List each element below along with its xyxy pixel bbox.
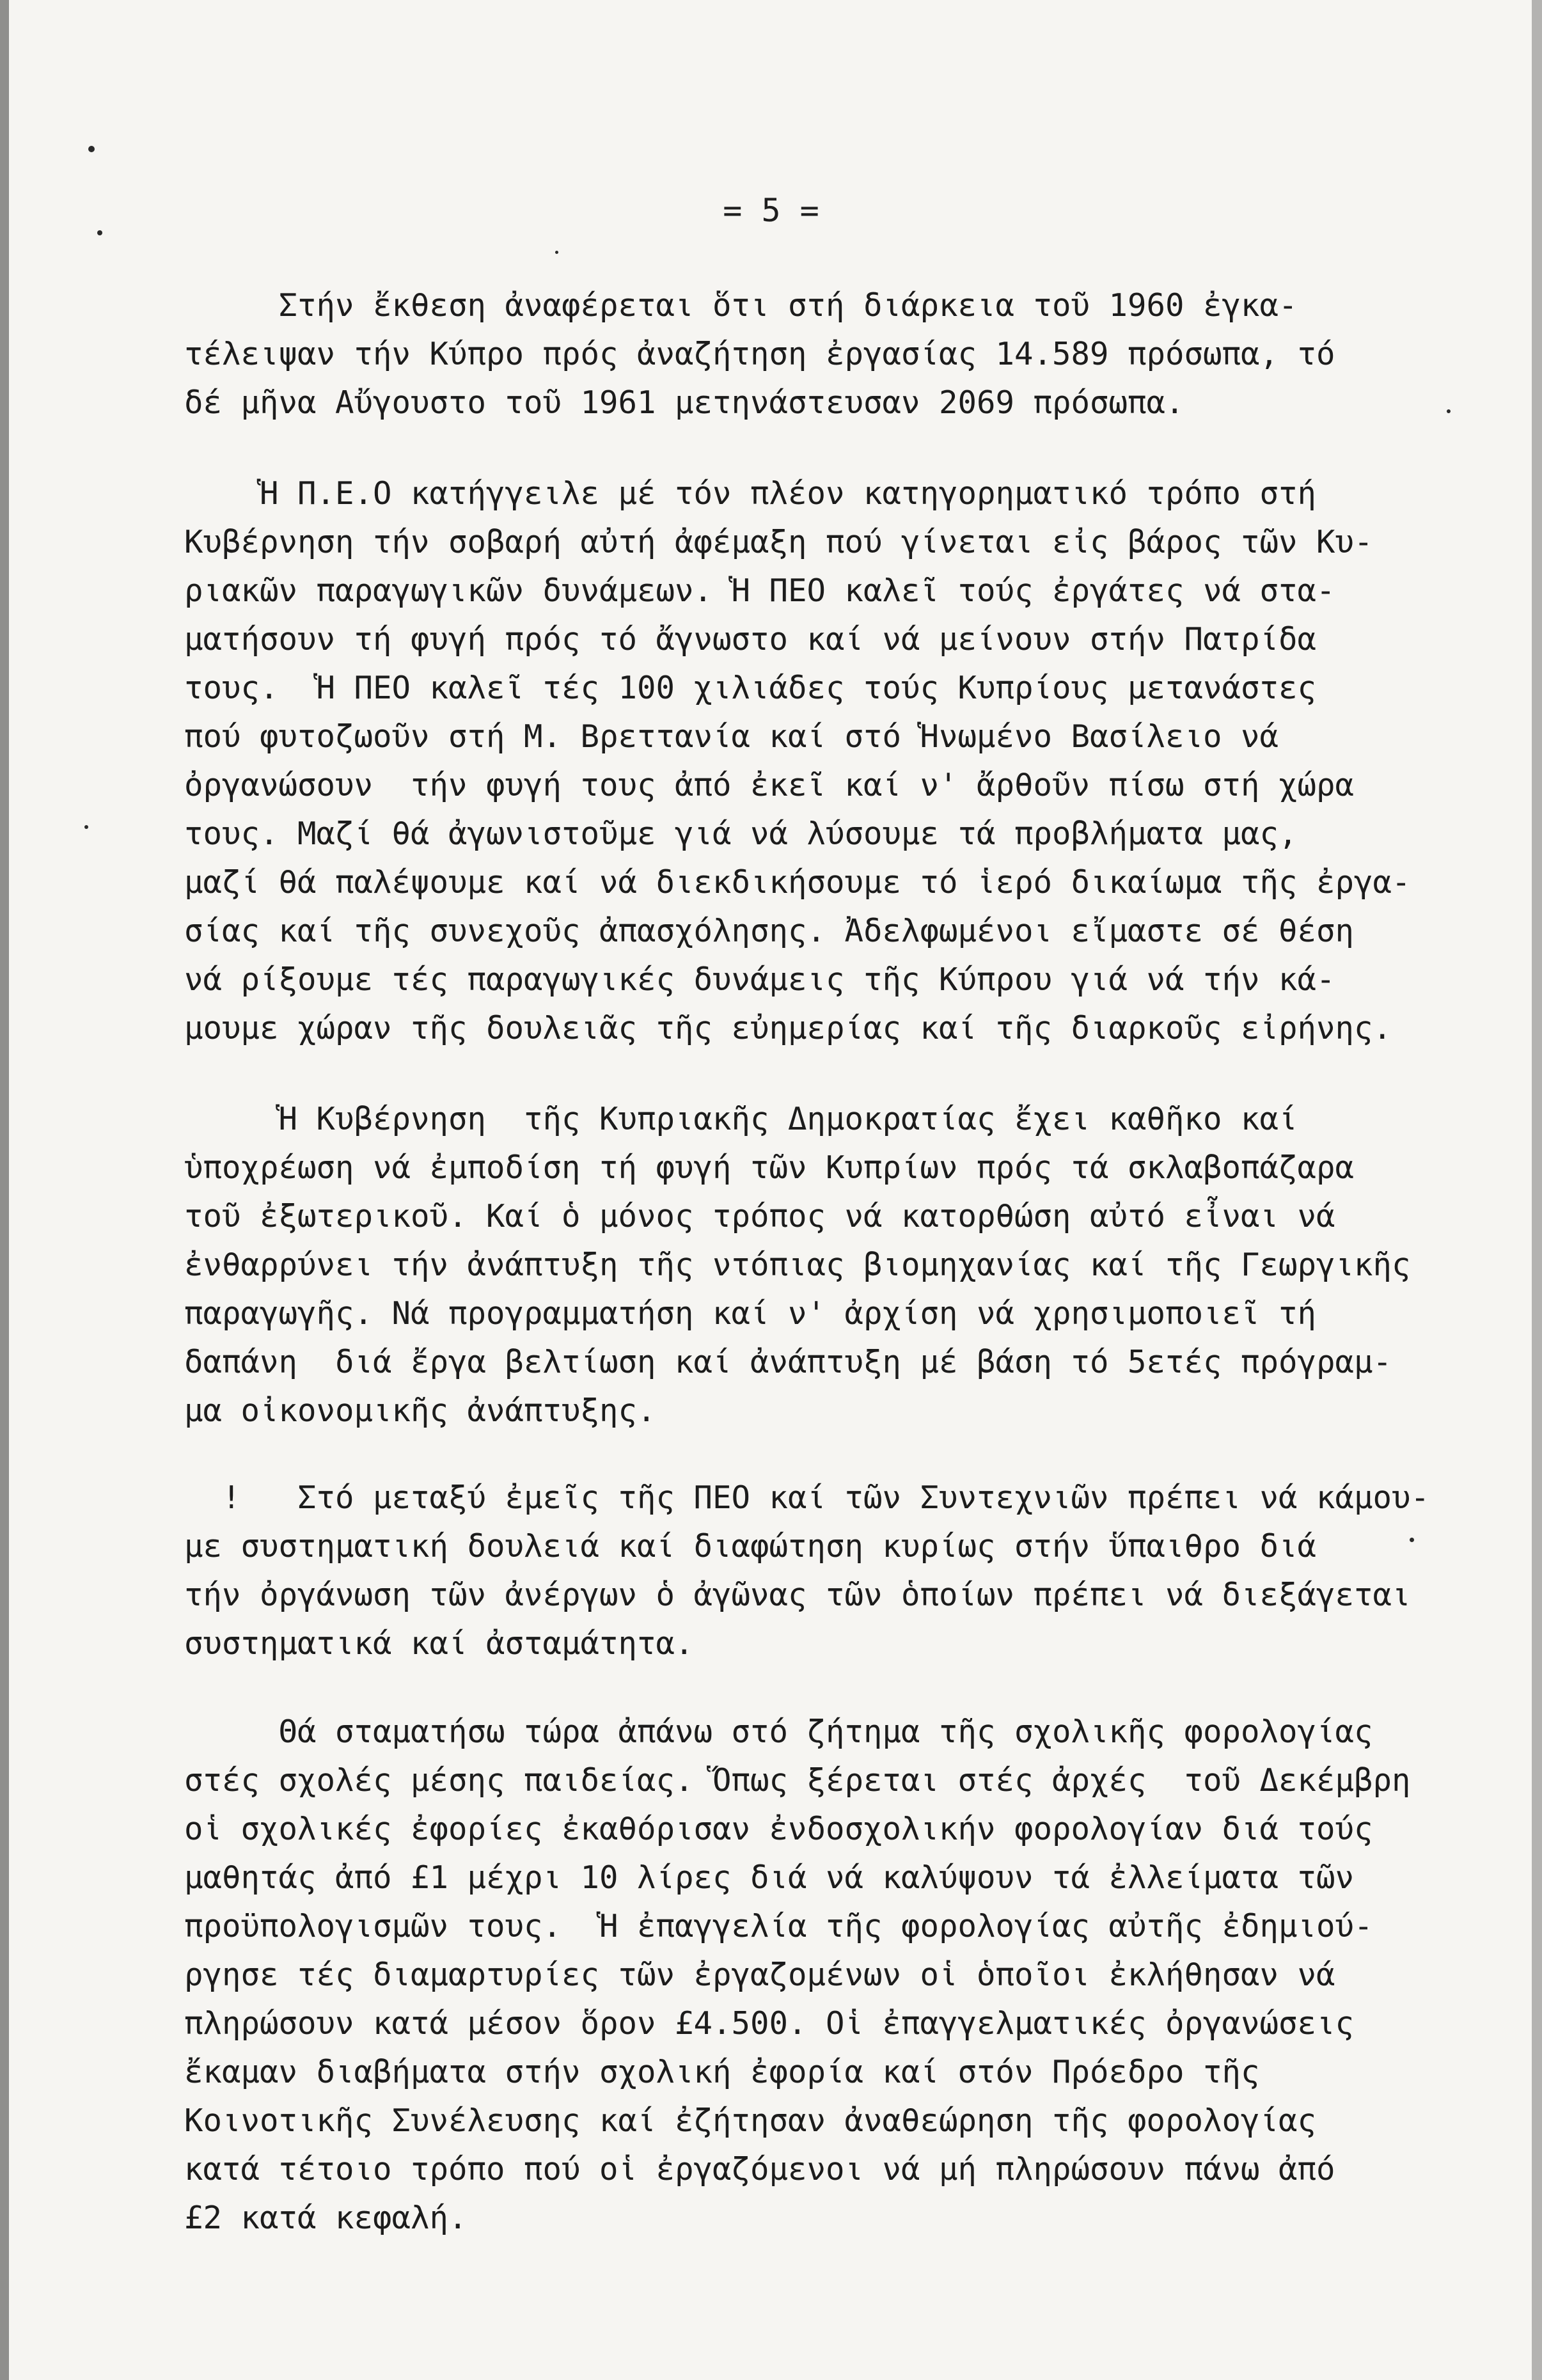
text-line: παραγωγῆς. Νά προγραμματήση καί ν' ἀρχίση νά χρησιμοποιεῖ τή bbox=[184, 1295, 1317, 1332]
text-line: μουμε χώραν τῆς δουλειᾶς τῆς εὐημερίας καί τῆς διαρκοῦς εἰρήνης. bbox=[184, 1010, 1392, 1046]
paragraph-peo-denounces bbox=[184, 469, 1495, 1053]
text-line: Στήν ἔκθεση ἀναφέρεται ὅτι στή διάρκεια τοῦ 1960 ἐγκα- bbox=[184, 287, 1298, 324]
text-line: σίας καί τῆς συνεχοῦς ἀπασχόλησης. Ἀδελφωμένοι εἴμαστε σέ θέση bbox=[184, 913, 1355, 949]
scan-speck bbox=[88, 146, 95, 152]
text-line: ! Στό μεταξύ ἐμεῖς τῆς ΠΕΟ καί τῶν Συντεχνιῶν πρέπει νά κάμου- bbox=[184, 1479, 1430, 1516]
text-line: ριακῶν παραγωγικῶν δυνάμεων. Ἡ ΠΕΟ καλεῖ τούς ἐργάτες νά στα- bbox=[184, 572, 1335, 609]
text-line: νά ρίξουμε τές παραγωγικές δυνάμεις τῆς Κύπρου γιά νά τήν κά- bbox=[184, 961, 1335, 998]
document-body bbox=[184, 281, 1495, 2242]
text-line: τήν ὀργάνωση τῶν ἀνέργων ὁ ἀγῶνας τῶν ὁποίων πρέπει νά διεξάγεται bbox=[184, 1577, 1411, 1613]
text-line: ματήσουν τή φυγή πρός τό ἄγνωστο καί νά μείνουν στήν Πατρίδα bbox=[184, 621, 1317, 658]
scan-speck bbox=[555, 251, 558, 254]
text-line: μαθητάς ἀπό £1 μέχρι 10 λίρες διά νά καλύψουν τά ἐλλείματα τῶν bbox=[184, 1859, 1355, 1896]
text-line: τοῦ ἐξωτερικοῦ. Καί ὁ μόνος τρόπος νά κατορθώση αὐτό εἶναι νά bbox=[184, 1198, 1335, 1234]
scan-speck bbox=[84, 825, 88, 829]
scan-speck bbox=[1447, 409, 1451, 413]
text-line: πληρώσουν κατά μέσον ὅρον £4.500. Οἱ ἐπαγγελματικές ὀργανώσεις bbox=[184, 2005, 1355, 2042]
paragraph-unemployed-organizing bbox=[184, 1474, 1495, 1668]
scan-edge-shadow bbox=[1532, 0, 1542, 2380]
text-line: συστηματικά καί ἀσταμάτητα. bbox=[184, 1625, 694, 1662]
text-line: Θά σταματήσω τώρα ἀπάνω στό ζήτημα τῆς σχολικῆς φορολογίας bbox=[184, 1714, 1373, 1750]
text-line: προϋπολογισμῶν τους. Ἡ ἐπαγγελία τῆς φορολογίας αὐτῆς ἐδημιού- bbox=[184, 1908, 1373, 1944]
text-line: μαζί θά παλέψουμε καί νά διεκδικήσουμε τό ἱερό δικαίωμα τῆς ἐργα- bbox=[184, 864, 1411, 901]
page-number: = 5 = bbox=[723, 192, 819, 229]
text-line: δέ μῆνα Αὔγουστο τοῦ 1961 μετηνάστευσαν 2069 πρόσωπα. bbox=[184, 384, 1184, 421]
text-line: Ἡ Κυβέρνηση τῆς Κυπριακῆς Δημοκρατίας ἔχει καθῆκο καί bbox=[184, 1101, 1298, 1137]
text-line: με συστηματική δουλειά καί διαφώτηση κυρίως στήν ὕπαιθρο διά bbox=[184, 1528, 1317, 1564]
text-line: μα οἰκονομικῆς ἀνάπτυξης. bbox=[184, 1392, 656, 1429]
text-line: τους. Μαζί θά ἀγωνιστοῦμε γιά νά λύσουμε τά προβλήματα μας, bbox=[184, 816, 1298, 852]
text-line: Ἡ Π.Ε.Ο κατήγγειλε μέ τόν πλέον κατηγορηματικό τρόπο στή bbox=[184, 475, 1317, 512]
text-line: ργησε τές διαμαρτυρίες τῶν ἐργαζομένων οἱ ὁποῖοι ἐκλήθησαν νά bbox=[184, 1957, 1335, 1993]
text-line: Κοινοτικῆς Συνέλευσης καί ἐζήτησαν ἀναθεώρηση τῆς φορολογίας bbox=[184, 2102, 1317, 2139]
text-line: πού φυτοζωοῦν στή Μ. Βρεττανία καί στό Ἡνωμένο Βασίλειο νά bbox=[184, 718, 1279, 755]
paragraph-emigration-report bbox=[184, 281, 1495, 427]
text-line: δαπάνη διά ἔργα βελτίωση καί ἀνάπτυξη μέ βάση τό 5ετές πρόγραμ- bbox=[184, 1344, 1392, 1380]
text-line: στές σχολές μέσης παιδείας. Ὅπως ξέρεται στές ἀρχές τοῦ Δεκέμβρη bbox=[184, 1762, 1411, 1799]
scan-edge-shadow bbox=[0, 0, 9, 2380]
paragraph-school-taxation bbox=[184, 1708, 1495, 2242]
text-line: Κυβέρνηση τήν σοβαρή αὐτή ἀφέμαξη πού γίνεται εἰς βάρος τῶν Κυ- bbox=[184, 524, 1373, 560]
text-line: ἔκαμαν διαβήματα στήν σχολική ἐφορία καί στόν Πρόεδρο τῆς bbox=[184, 2054, 1260, 2090]
scan-speck bbox=[97, 230, 102, 235]
scan-speck bbox=[1410, 1538, 1414, 1542]
text-line: £2 κατά κεφαλή. bbox=[184, 2200, 468, 2236]
text-line: οἱ σχολικές ἐφορίες ἐκαθόρισαν ἐνδοσχολικήν φορολογίαν διά τούς bbox=[184, 1811, 1373, 1847]
text-line: ὀργανώσουν τήν φυγή τους ἀπό ἐκεῖ καί ν' ἄρθοῦν πίσω στή χώρα bbox=[184, 767, 1355, 803]
text-line: τέλειψαν τήν Κύπρο πρός ἀναζήτηση ἐργασίας 14.589 πρόσωπα, τό bbox=[184, 336, 1335, 372]
text-line: τους. Ἡ ΠΕΟ καλεῖ τές 100 χιλιάδες τούς Κυπρίους μετανάστες bbox=[184, 670, 1317, 706]
paragraph-government-duty bbox=[184, 1095, 1495, 1435]
text-line: ὑποχρέωση νά ἐμποδίση τή φυγή τῶν Κυπρίων πρός τά σκλαβοπάζαρα bbox=[184, 1149, 1355, 1186]
text-line: κατά τέτοιο τρόπο πού οἱ ἐργαζόμενοι νά μή πληρώσουν πάνω ἀπό bbox=[184, 2151, 1335, 2187]
text-line: ἐνθαρρύνει τήν ἀνάπτυξη τῆς ντόπιας βιομηχανίας καί τῆς Γεωργικῆς bbox=[184, 1247, 1411, 1283]
